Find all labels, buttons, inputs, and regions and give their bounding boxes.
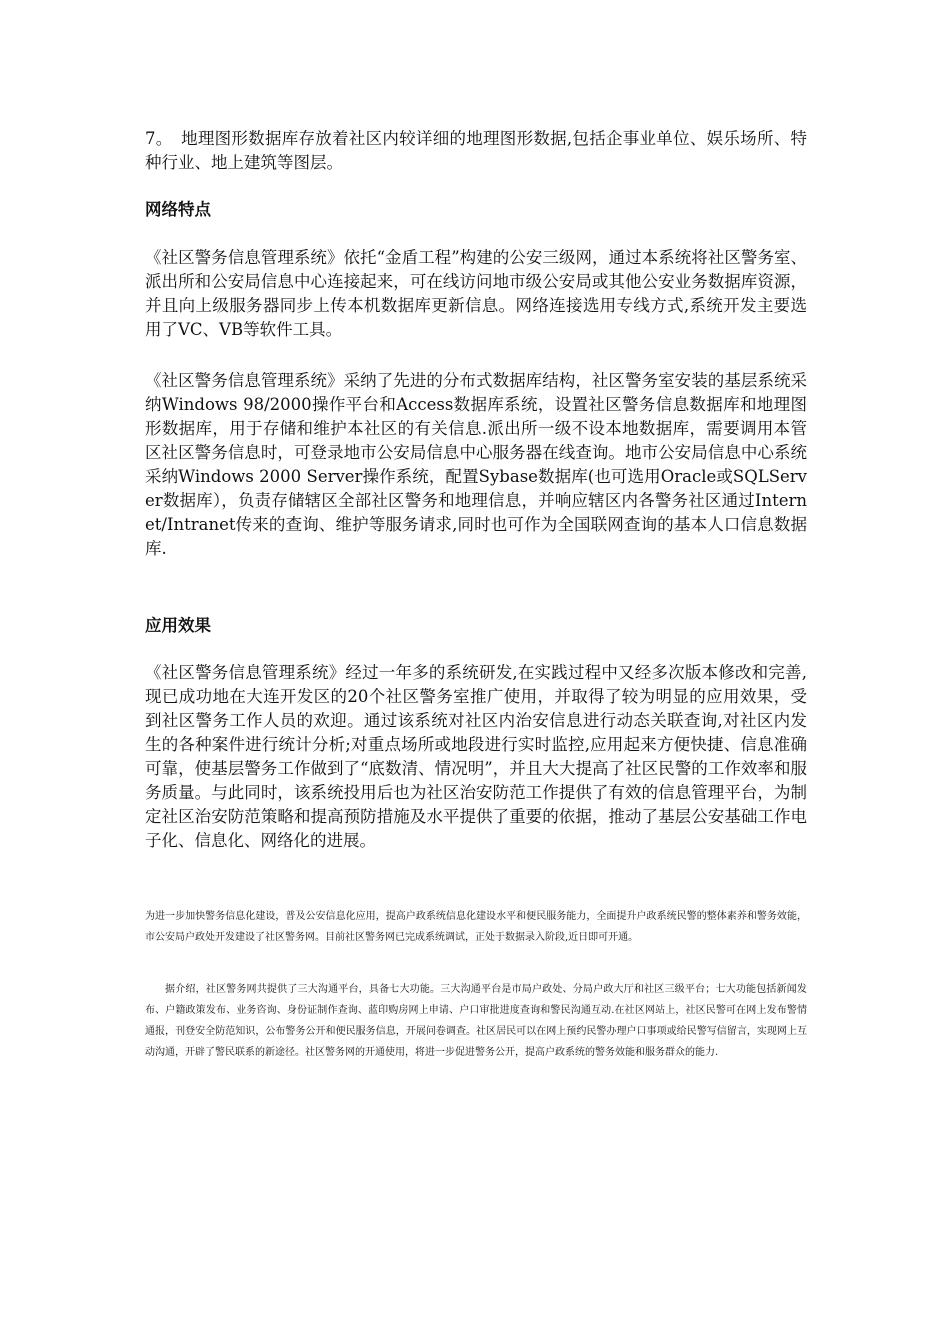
- section-heading-network: 网络特点: [145, 200, 211, 219]
- network-paragraph-2: 《社区警务信息管理系统》采纳了先进的分布式数据库结构，社区警务室安装的基层系统采纳Windows 98/2000操作平台和Access数据库系统，设置社区警务信息数据库和地理图形数据库，用于存储和维护本社区的有关信息.派出所一级不设本地数据库，需要调用本管区社区警务信息时，可登录地市公安局信息中心服务器在线查询。地市公安局信息中心系统采纳Windows 2000 Server操作系统，配置Sybase数据库(也可选用Oracle或SQLServer数据库），负责存储辖区全部社区警务和地理信息，并响应辖区内各警务社区通过Internet/Intranet传来的查询、维护等服务请求,同时也可作为全国联网查询的基本人口信息数据库.: [145, 371, 807, 558]
- news-paragraph-2: 据介绍，社区警务网共提供了三大沟通平台，具备七大功能。三大沟通平台是市局户政处、分局户政大厅和社区三级平台；七大功能包括新闻发布、户籍政策发布、业务咨询、身份证制作查询、蓝印购房网上申请、户口审批进度查询和警民沟通互动.在社区网站上，社区民警可在网上发布警情通报，刊登安全防范知识，公布警务公开和便民服务信息，开展问卷调查。社区居民可以在网上预约民警办理户口事项或给民警写信留言，实现网上互动沟通，开辟了警民联系的新途径。社区警务网的开通使用，将进一步促进警务公开，提高户政系统的警务效能和服务群众的能力.: [145, 984, 807, 1058]
- section-heading-effect: 应用效果: [145, 616, 211, 635]
- item-7-paragraph: 7。 地理图形数据库存放着社区内较详细的地理图形数据,包括企事业单位、娱乐场所、特种行业、地上建筑等图层。: [145, 129, 807, 172]
- network-paragraph-1: 《社区警务信息管理系统》依托“金盾工程”构建的公安三级网，通过本系统将社区警务室、派出所和公安局信息中心连接起来，可在线访问地市级公安局或其他公安业务数据库资源，并且向上级服务器同步上传本机数据库更新信息。网络连接选用专线方式,系统开发主要选用了VC、VB等软件工具。: [145, 248, 807, 339]
- news-paragraph-1: 为进一步加快警务信息化建设，普及公安信息化应用，提高户政系统信息化建设水平和便民服务能力，全面提升户政系统民警的整体素养和警务效能，市公安局户政处开发建设了社区警务网。目前社区警务网已完成系统调试，正处于数据录入阶段,近日即可开通。: [145, 911, 807, 943]
- effect-paragraph: 《社区警务信息管理系统》经过一年多的系统研发,在实践过程中又经多次版本修改和完善,现已成功地在大连开发区的20个社区警务室推广使用，并取得了较为明显的应用效果，受到社区警务工作人员的欢迎。通过该系统对社区内治安信息进行动态关联查询,对社区内发生的各种案件进行统计分析;对重点场所或地段进行实时监控,应用起来方便快捷、信息准确可靠，使基层警务工作做到了“底数清、情况明”，并且大大提高了社区民警的工作效率和服务质量。与此同时，该系统投用后也为社区治安防范工作提供了有效的信息管理平台，为制定社区治安防范策略和提高预防措施及水平提供了重要的依据，推动了基层公安基础工作电子化、信息化、网络化的进展。: [145, 663, 807, 850]
